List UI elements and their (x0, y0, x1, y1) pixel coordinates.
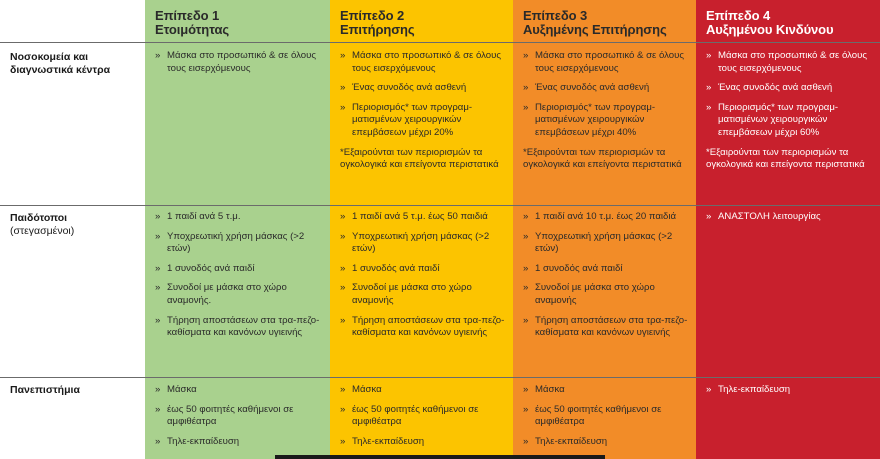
list-item-text: Τηλε-εκπαίδευση (535, 435, 608, 447)
bullet-icon: » (523, 262, 529, 274)
row-label-hospitals: Νοσοκομεία και διαγνωστικά κέντρα (10, 51, 111, 76)
list-item (155, 231, 322, 256)
list-item (706, 102, 872, 140)
cell-hospitals-level-4 (696, 50, 880, 178)
bullet-icon: » (340, 262, 346, 274)
level-2-subtitle: Επιτήρησης (340, 22, 415, 37)
cell-hospitals-level-2 (330, 50, 513, 178)
list-item-text: Τήρηση αποστάσεων στα τρα-πεζο-καθίσματα και κανόνων υγιεινής (352, 314, 505, 339)
list-item-text: Συνοδοί με μάσκα στο χώρο αναμονής (535, 282, 655, 306)
level-4-title: Επίπεδο 4 (706, 8, 771, 23)
list-item (706, 384, 872, 397)
list-item (523, 436, 688, 449)
bullet-icon: » (340, 82, 346, 94)
bullet-icon: » (155, 384, 161, 395)
list-item (523, 102, 688, 140)
list-item-text: Μάσκα στο προσωπικό & σε όλους τους εισερχόμενους (535, 50, 684, 74)
list-item (706, 211, 872, 224)
bullet-icon: » (155, 435, 161, 447)
list-item (340, 436, 505, 449)
list-item (523, 211, 688, 224)
bullet-icon: » (706, 384, 712, 395)
bullet-icon: » (523, 101, 529, 113)
cell-playgrounds-level-3 (513, 211, 696, 347)
list-item-text: Μάσκα (535, 384, 565, 395)
cell-playgrounds-level-4 (696, 211, 880, 231)
bullet-icon: » (155, 403, 161, 415)
list-item-text: έως 50 φοιτητές καθήμενοι σε αμφιθέατρα (167, 403, 294, 428)
cell-universities-level-2 (330, 384, 513, 455)
level-3-header (513, 0, 696, 42)
cell-playgrounds-level-1 (145, 211, 330, 347)
bottom-edge (275, 455, 605, 459)
row-label-universities: Πανεπιστήμια (10, 384, 80, 396)
level-2-title: Επίπεδο 2 (340, 8, 405, 23)
bullet-icon: » (523, 211, 529, 222)
bullet-icon: » (523, 314, 529, 326)
bullet-icon: » (523, 82, 529, 94)
level-1-subtitle: Ετοιμότητας (155, 22, 230, 37)
bullet-icon: » (155, 314, 161, 326)
list-item (340, 211, 505, 224)
list-item-text: Συνοδοί με μάσκα στο χώρο αναμονής. (167, 282, 287, 306)
list-item-text: Μάσκα (167, 384, 197, 395)
list-item-text: Ένας συνοδός ανά ασθενή (352, 82, 467, 94)
list-item (523, 404, 688, 429)
bullet-icon: » (155, 230, 161, 242)
list-item (340, 102, 505, 140)
list-item (155, 282, 322, 307)
footnote: *Εξαιρούνται των περιορισμών τα ογκολογικά και επείγοντα περιστατικά (523, 146, 682, 171)
list-item-text: Μάσκα στο προσωπικό & σε όλους τους εισερχόμενους (352, 50, 501, 74)
list-item (155, 436, 322, 449)
list-item-text: Τήρηση αποστάσεων στα τρα-πεζο-καθίσματα και κανόνων υγιεινής (535, 314, 688, 339)
list-item-text: Υποχρεωτική χρήση μάσκας (>2 ετών) (535, 230, 673, 255)
list-item-text: Περιορισμός* των προγραμ-ματισμένων χειρουργικών επεμβάσεων μέχρι 40% (535, 101, 656, 138)
list-item-text: 1 παιδί ανά 10 τ.μ. έως 20 παιδιά (535, 211, 677, 222)
row-divider-2 (0, 377, 880, 378)
list-item (523, 384, 688, 397)
list-item-text: 1 συνοδός ανά παιδί (535, 262, 623, 274)
list-item (155, 404, 322, 429)
level-4-subtitle: Αυξημένου Κινδύνου (706, 22, 834, 37)
list-item-text: Υποχρεωτική χρήση μάσκας (>2 ετών) (352, 230, 490, 255)
bullet-icon: » (155, 211, 161, 222)
row-divider-1 (0, 205, 880, 206)
list-item (523, 231, 688, 256)
cell-universities-level-1 (145, 384, 330, 455)
list-item-text: 1 παιδί ανά 5 τ.μ. έως 50 παιδιά (352, 211, 488, 222)
list-item (155, 384, 322, 397)
bullet-icon: » (706, 211, 712, 222)
list-item-text: Υποχρεωτική χρήση μάσκας (>2 ετών) (167, 230, 305, 255)
level-2-header (330, 0, 513, 42)
list-item-text: Μάσκα στο προσωπικό & σε όλους τους εισερχόμενους (718, 50, 867, 74)
bullet-icon: » (706, 82, 712, 94)
footnote: *Εξαιρούνται των περιορισμών τα ογκολογικά και επείγοντα περιστατικά (706, 146, 865, 171)
list-item-text: Ένας συνοδός ανά ασθενή (535, 82, 650, 94)
list-item (340, 384, 505, 397)
list-item (155, 315, 322, 340)
bullet-icon: » (155, 262, 161, 274)
level-3-subtitle: Αυξημένης Επιτήρησης (523, 22, 667, 37)
level-1-header (145, 0, 330, 42)
list-item (340, 282, 505, 307)
list-item (523, 282, 688, 307)
bullet-icon: » (340, 211, 346, 222)
bullet-icon: » (340, 384, 346, 395)
list-item (340, 82, 505, 95)
cell-universities-level-3 (513, 384, 696, 455)
bullet-icon: » (340, 282, 346, 294)
header-divider (0, 42, 880, 43)
list-item (155, 211, 322, 224)
bullet-icon: » (340, 314, 346, 326)
list-item-text: έως 50 φοιτητές καθήμενοι σε αμφιθέατρα (535, 403, 662, 428)
list-item (523, 315, 688, 340)
list-item-text: Περιορισμός* των προγραμ-ματισμένων χειρουργικών επεμβάσεων μέχρι 60% (718, 101, 839, 138)
list-item-text: Μάσκα στο προσωπικό & σε όλους τους εισερχόμενους (167, 50, 316, 74)
bullet-icon: » (523, 403, 529, 415)
bullet-icon: » (523, 282, 529, 294)
cell-playgrounds-level-2 (330, 211, 513, 347)
list-item (340, 50, 505, 75)
bullet-icon: » (523, 230, 529, 242)
list-item-text: 1 συνοδός ανά παιδί (167, 262, 255, 274)
bullet-icon: » (340, 230, 346, 242)
list-item (340, 404, 505, 429)
list-item (523, 263, 688, 276)
list-item-text: 1 παιδί ανά 5 τ.μ. (167, 211, 241, 222)
list-item-text: Ένας συνοδός ανά ασθενή (718, 82, 833, 94)
level-1-title: Επίπεδο 1 (155, 8, 220, 23)
list-item (340, 263, 505, 276)
level-4-header (696, 0, 880, 42)
list-item (340, 315, 505, 340)
list-item-text: Τηλε-εκπαίδευση (718, 384, 791, 395)
cell-hospitals-level-3 (513, 50, 696, 178)
list-item (706, 82, 872, 95)
list-item-text: Τήρηση αποστάσεων στα τρα-πεζο-καθίσματα και κανόνων υγιεινής (167, 314, 320, 339)
list-item (340, 231, 505, 256)
bullet-icon: » (523, 50, 529, 61)
bullet-icon: » (523, 435, 529, 447)
bullet-icon: » (340, 101, 346, 113)
bullet-icon: » (706, 101, 712, 113)
bullet-icon: » (340, 403, 346, 415)
cell-hospitals-level-1 (145, 50, 330, 82)
list-item-text: 1 συνοδός ανά παιδί (352, 262, 440, 274)
list-item (523, 82, 688, 95)
cell-universities-level-4 (696, 384, 880, 404)
list-item-text: Περιορισμός* των προγραμ-ματισμένων χειρουργικών επεμβάσεων μέχρι 20% (352, 101, 473, 138)
list-item (706, 50, 872, 75)
bullet-icon: » (340, 50, 346, 61)
bullet-icon: » (155, 282, 161, 294)
bullet-icon: » (706, 50, 712, 61)
bullet-icon: » (340, 435, 346, 447)
list-item-text: έως 50 φοιτητές καθήμενοι σε αμφιθέατρα (352, 403, 479, 428)
list-item (523, 50, 688, 75)
list-item (155, 263, 322, 276)
list-item-text: Τηλε-εκπαίδευση (352, 435, 425, 447)
list-item-text: Μάσκα (352, 384, 382, 395)
level-3-title: Επίπεδο 3 (523, 8, 588, 23)
bullet-icon: » (155, 50, 161, 61)
list-item-text: Τηλε-εκπαίδευση (167, 435, 240, 447)
bullet-icon: » (523, 384, 529, 395)
list-item (155, 50, 322, 75)
row-label-playgrounds: Παιδότοποι (στεγασμένοι) (10, 212, 75, 237)
list-item-text: ΑΝΑΣΤΟΛΗ λειτουργίας (718, 211, 821, 222)
list-item-text: Συνοδοί με μάσκα στο χώρο αναμονής (352, 282, 472, 306)
footnote: *Εξαιρούνται των περιορισμών τα ογκολογικά και επείγοντα περιστατικά (340, 146, 499, 171)
